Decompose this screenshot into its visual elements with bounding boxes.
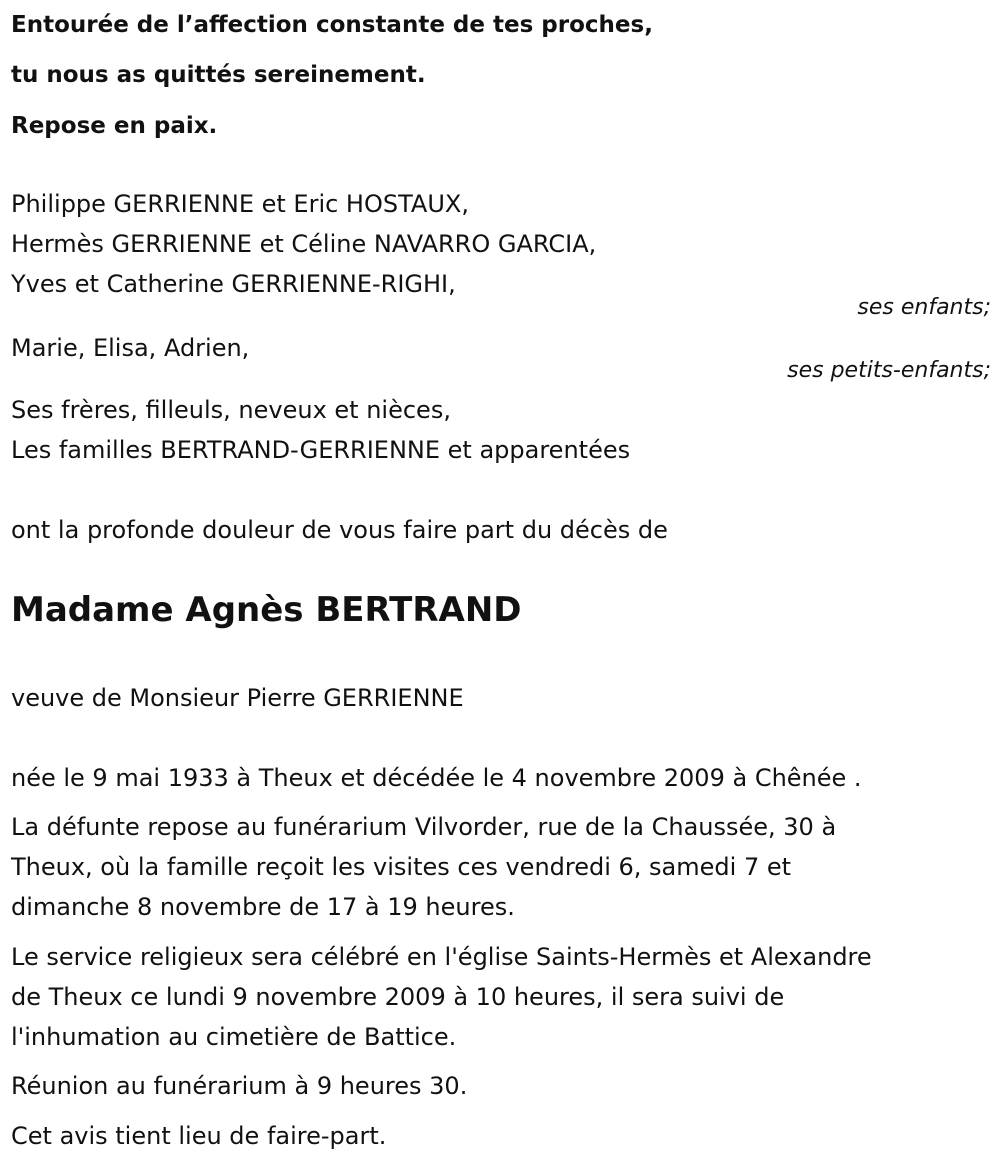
children-line-3: Yves et Catherine GERRIENNE-RIGHI, bbox=[11, 270, 456, 298]
service-line-3: l'inhumation au cimetière de Battice. bbox=[11, 1023, 457, 1051]
service-line-2: de Theux ce lundi 9 novembre 2009 à 10 heures, il sera suivi de bbox=[11, 983, 785, 1011]
intro-line-2: tu nous as quittés sereinement. bbox=[11, 62, 426, 88]
birth-death-line: née le 9 mai 1933 à Theux et décédée le 4 novembre 2009 à Chênée . bbox=[11, 764, 862, 792]
children-line-2: Hermès GERRIENNE et Céline NAVARRO GARCIA, bbox=[11, 230, 597, 258]
service-line-1: Le service religieux sera célébré en l'église Saints-Hermès et Alexandre bbox=[11, 943, 872, 971]
notice-line: Cet avis tient lieu de faire-part. bbox=[11, 1122, 387, 1150]
grandchildren-role: ses petits-enfants; bbox=[787, 358, 991, 383]
funerarium-line-2: Theux, où la famille reçoit les visites ces vendredi 6, samedi 7 et bbox=[11, 853, 792, 881]
children-line-1: Philippe GERRIENNE et Eric HOSTAUX, bbox=[11, 190, 469, 218]
grandchildren-line: Marie, Elisa, Adrien, bbox=[11, 334, 250, 362]
intro-line-3: Repose en paix. bbox=[11, 113, 218, 139]
funerarium-line-1: La défunte repose au funérarium Vilvorder, rue de la Chaussée, 30 à bbox=[11, 813, 837, 841]
funerarium-line-3: dimanche 8 novembre de 17 à 19 heures. bbox=[11, 893, 515, 921]
deceased-name: Madame Agnès BERTRAND bbox=[11, 590, 522, 630]
meeting-line: Réunion au funérarium à 9 heures 30. bbox=[11, 1072, 468, 1100]
other-relatives-line-2: Les familles BERTRAND-GERRIENNE et apparentées bbox=[11, 436, 631, 464]
announcement-text: ont la profonde douleur de vous faire part du décès de bbox=[11, 516, 668, 544]
obituary-notice bbox=[11, 0, 991, 1172]
children-role: ses enfants; bbox=[857, 295, 991, 320]
spouse-line: veuve de Monsieur Pierre GERRIENNE bbox=[11, 684, 464, 712]
intro-line-1: Entourée de l’affection constante de tes proches, bbox=[11, 12, 653, 38]
other-relatives-line-1: Ses frères, filleuls, neveux et nièces, bbox=[11, 396, 451, 424]
